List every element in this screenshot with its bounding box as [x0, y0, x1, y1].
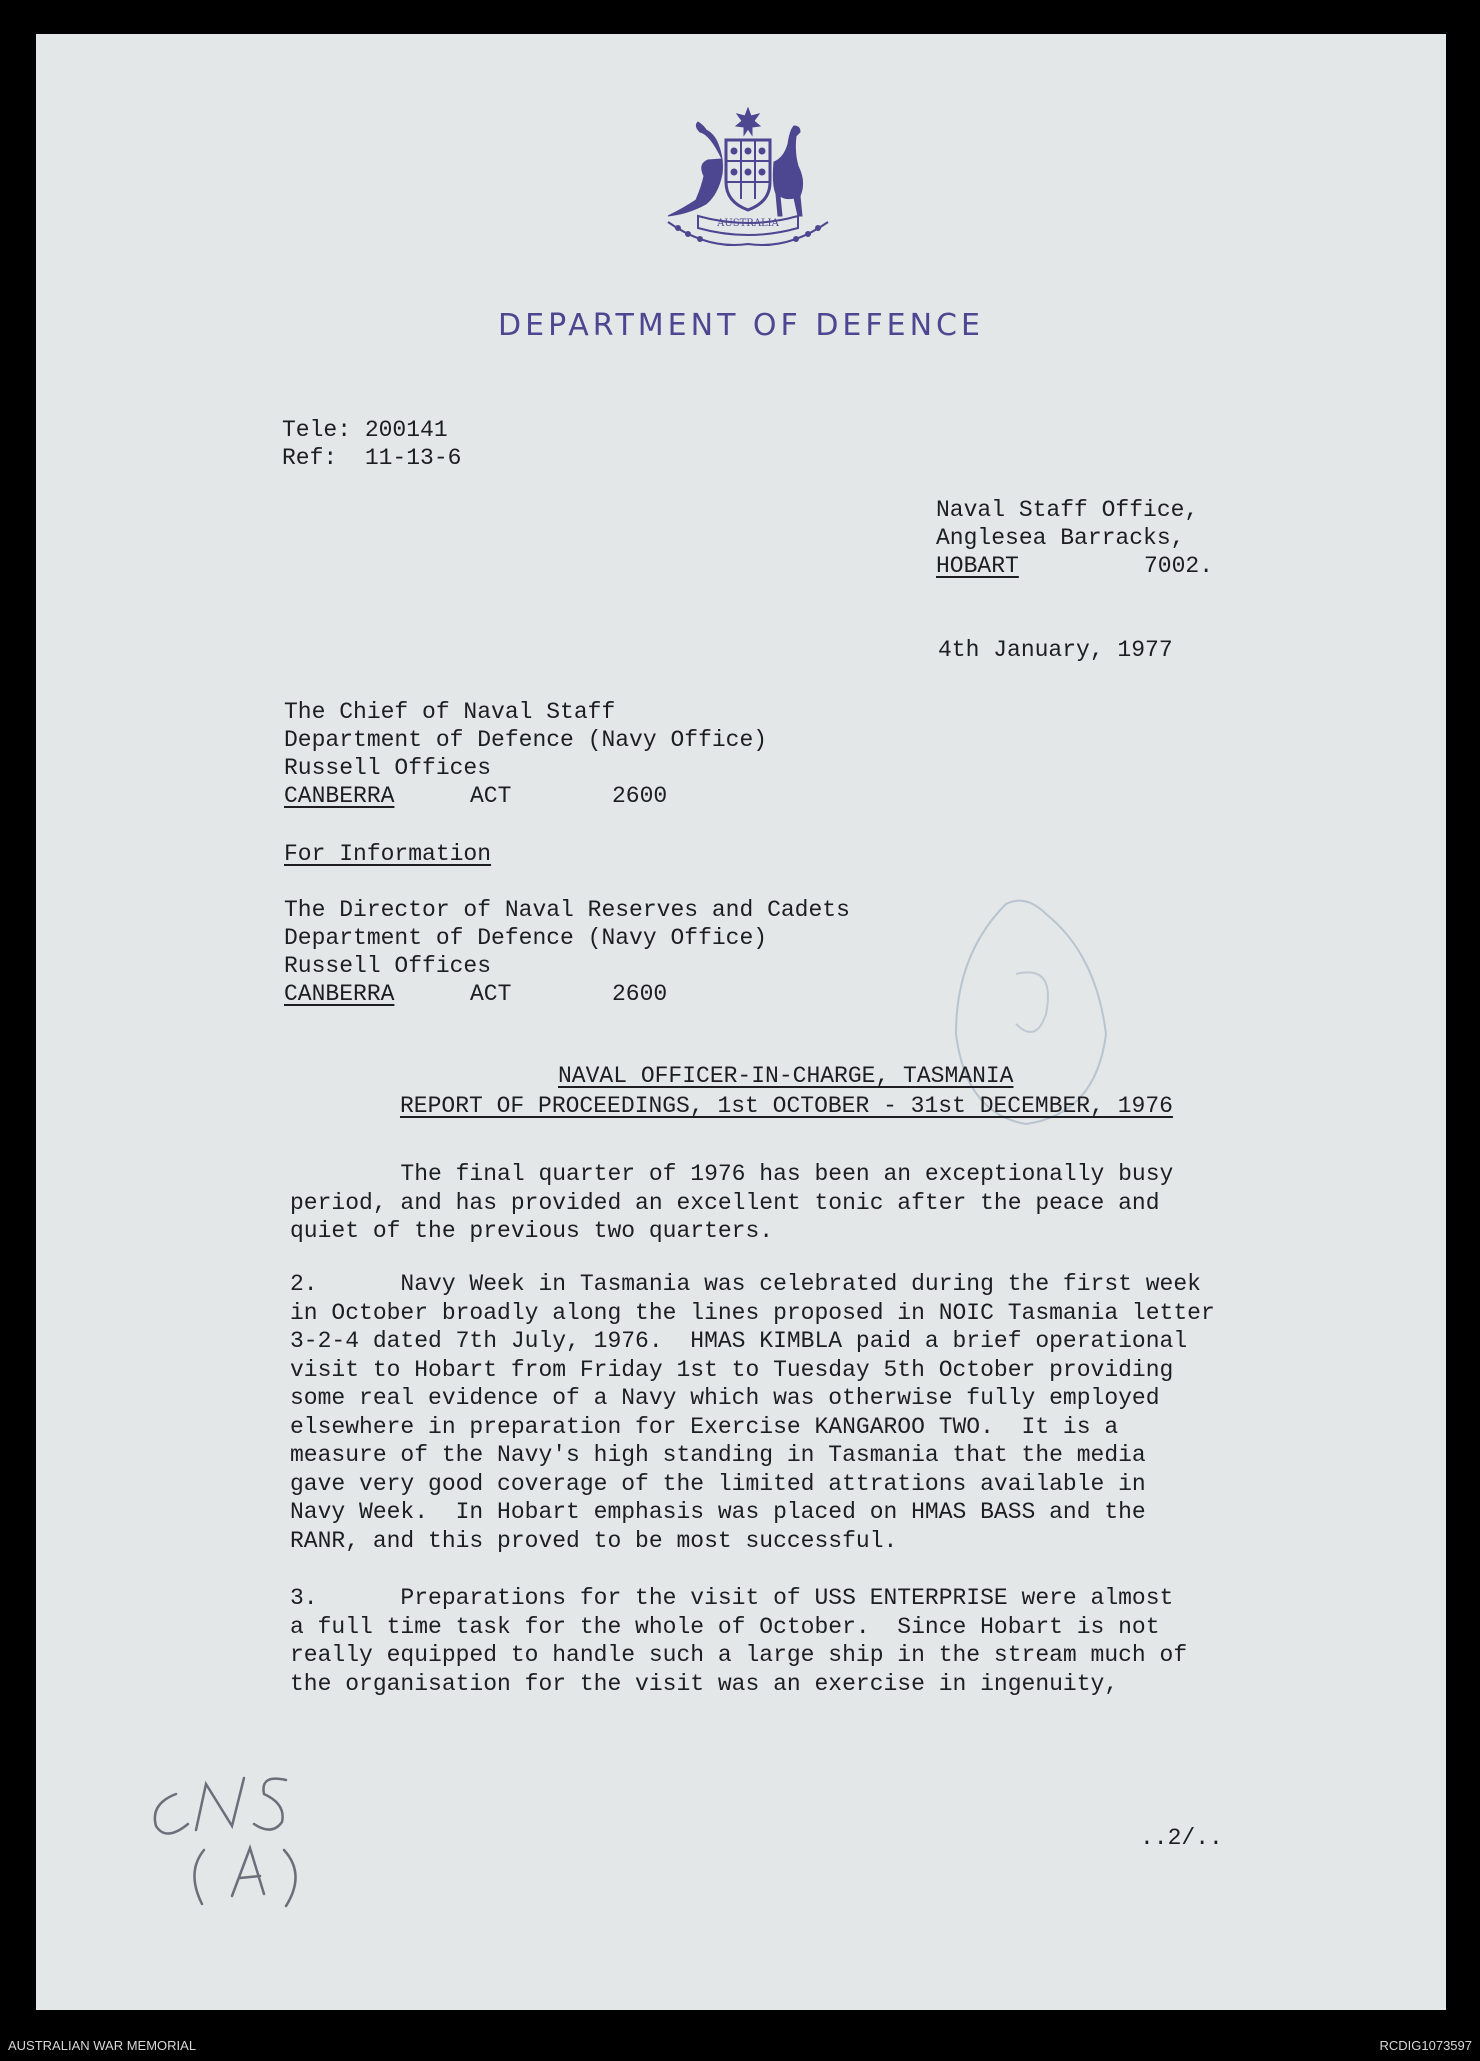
paragraph-line: in October broadly along the lines proposed in NOIC Tasmania letter [290, 1299, 1215, 1326]
info-recipient-state: ACT [470, 981, 512, 1007]
paragraph-3 [290, 1584, 1290, 1698]
recipient-city: CANBERRA [284, 783, 395, 809]
sender-address-line2: Anglesea Barracks, [936, 525, 1185, 551]
recipient-line3: Russell Offices [284, 755, 492, 781]
paragraph-line: really equipped to handle such a large ship in the stream much of [290, 1642, 1188, 1668]
sender-city: HOBART [936, 553, 1019, 579]
letter-date: 4th January, 1977 [938, 637, 1173, 663]
paragraph-line: Navy Week. In Hobart emphasis was placed on HMAS BASS and the [290, 1499, 1146, 1525]
paragraph-line: period, and has provided an excellent tonic after the peace and [290, 1189, 1160, 1216]
letter-page [36, 34, 1446, 2010]
paragraph-line: gave very good coverage of the limited attrations available in [290, 1470, 1146, 1497]
department-heading: DEPARTMENT OF DEFENCE [498, 308, 984, 343]
info-recipient-line2: Department of Defence (Navy Office) [284, 925, 768, 951]
sender-postcode: 7002. [1144, 553, 1214, 579]
coat-of-arms-icon [648, 104, 848, 254]
info-recipient-city: CANBERRA [284, 981, 395, 1007]
tele-reference: Tele: 200141 [282, 417, 448, 443]
recipient-line2: Department of Defence (Navy Office) [284, 727, 768, 753]
paragraph-line: measure of the Navy's high standing in Tasmania that the media [290, 1442, 1146, 1468]
paragraph-line: 2. Navy Week in Tasmania was celebrated during the first week [290, 1271, 1201, 1297]
recipient-state: ACT [470, 783, 512, 809]
paragraph-line: some real evidence of a Navy which was otherwise fully employed [290, 1385, 1160, 1411]
footer-right: RCDIG1073597 [1379, 2038, 1472, 2053]
info-recipient-line3: Russell Offices [284, 953, 492, 979]
for-information-heading: For Information [284, 841, 492, 867]
sender-address-line1: Naval Staff Office, [936, 497, 1199, 523]
recipient-postcode: 2600 [612, 783, 668, 809]
subject-line1: NAVAL OFFICER-IN-CHARGE, TASMANIA [558, 1063, 1014, 1089]
paragraph-line: The final quarter of 1976 has been an exceptionally busy [290, 1161, 1174, 1187]
paragraph-2 [290, 1270, 1290, 1555]
paragraph-line: the organisation for the visit was an exercise in ingenuity, [290, 1670, 1119, 1697]
paragraph-line: 3. Preparations for the visit of USS ENTERPRISE were almost [290, 1585, 1174, 1611]
info-recipient-line1: The Director of Naval Reserves and Cadets [284, 897, 850, 923]
info-recipient-postcode: 2600 [612, 981, 668, 1007]
file-reference: Ref: 11-13-6 [282, 445, 462, 471]
subject-line2: REPORT OF PROCEEDINGS, 1st OCTOBER - 31st DECEMBER, 1976 [400, 1093, 1173, 1119]
paragraph-1 [290, 1160, 1290, 1246]
paragraph-line: elsewhere in preparation for Exercise KANGAROO TWO. It is a [290, 1413, 1119, 1440]
paragraph-line: a full time task for the whole of October. Since Hobart is not [290, 1613, 1160, 1640]
page-continuation: ..2/.. [1140, 1825, 1223, 1851]
paragraph-line: visit to Hobart from Friday 1st to Tuesday 5th October providing [290, 1356, 1174, 1383]
paragraph-line: 3-2-4 dated 7th July, 1976. HMAS KIMBLA paid a brief operational [290, 1328, 1188, 1354]
recipient-line1: The Chief of Naval Staff [284, 699, 616, 725]
crest-label: AUSTRALIA [717, 218, 779, 229]
paragraph-line: quiet of the previous two quarters. [290, 1218, 774, 1244]
paragraph-line: RANR, and this proved to be most successful. [290, 1527, 898, 1554]
handwritten-note-cns-a [136, 1764, 356, 1914]
footer-left: AUSTRALIAN WAR MEMORIAL [8, 2038, 197, 2053]
